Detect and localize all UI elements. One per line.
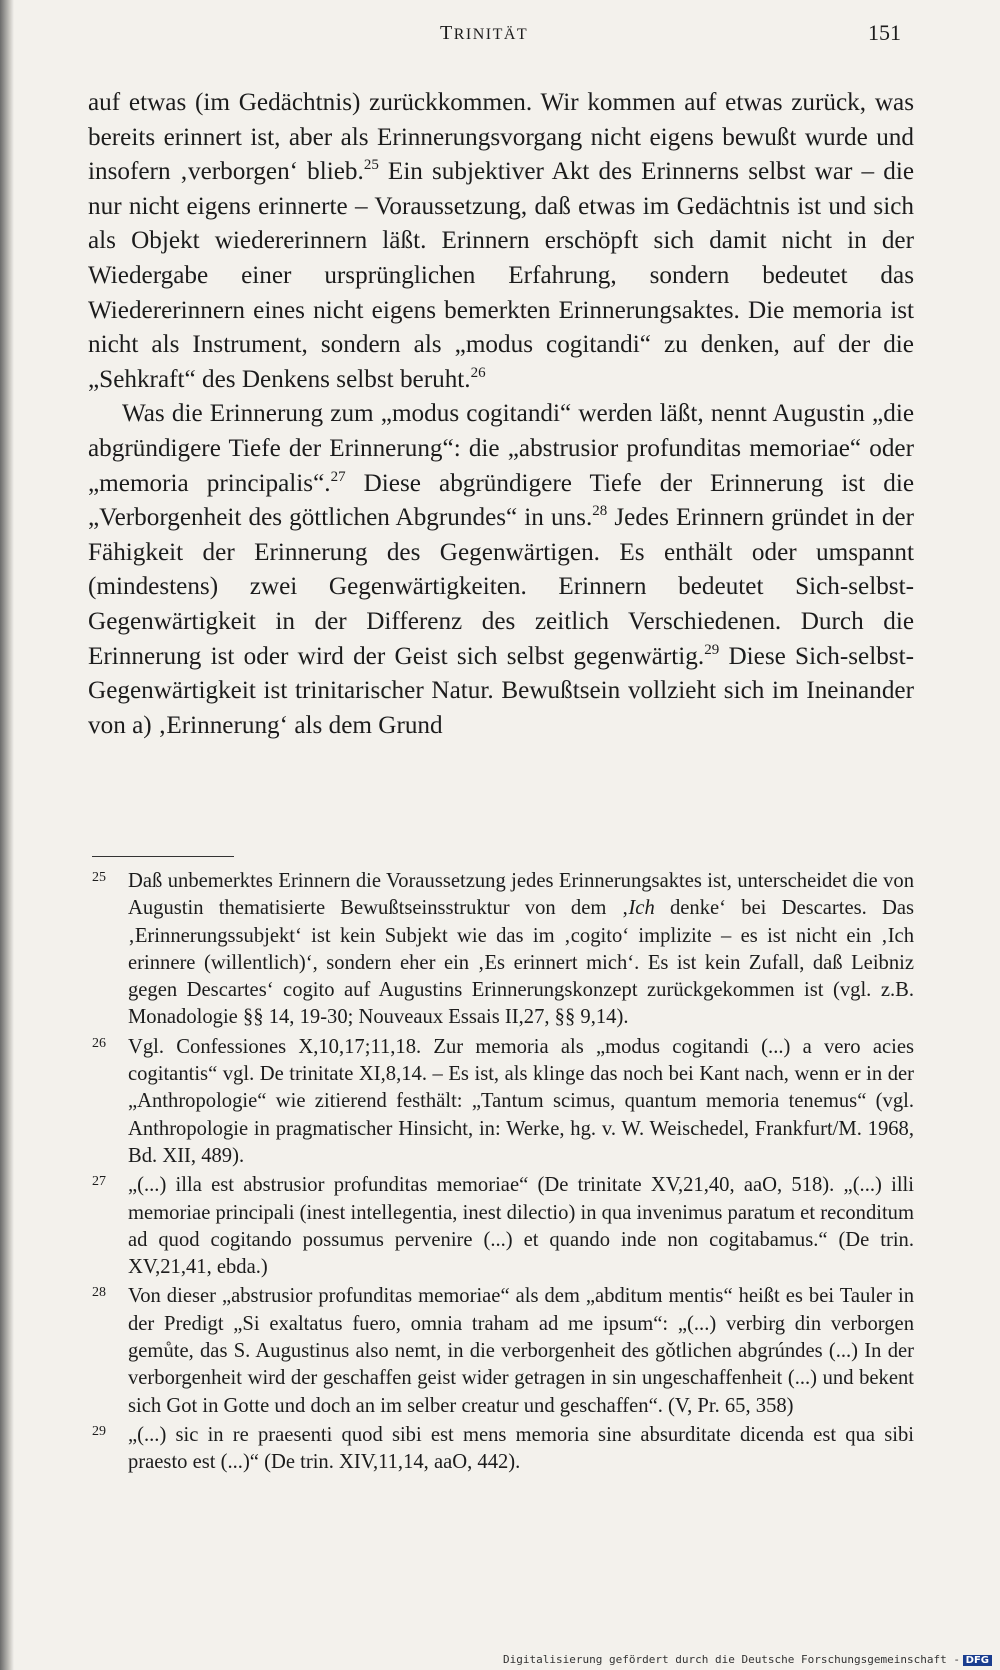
- footnote-number: 29: [92, 1423, 106, 1439]
- paragraph: Was die Erinnerung zum „modus cogitandi“ werden läßt, nennt Augustin „die abgründigere Tiefe der Erinnerung“: die „abstrusior profunditas memoriae“ oder „memoria principalis“.$^{27}$ Diese abgründigere Tiefe der Erinnerung ist die „Verborgenheit des göttlichen Abgrundes“ in uns.$^{28}$ Jedes Erinnern gründet in der Fähigkeit der Erinnerung des Gegenwärtigen. Es enthält oder umspannt (mindestens) zwei Gegenwärtigkeiten. Erinnern bedeutet Sich-selbst-Gegenwärtigkeit in der Differenz des zeitlich Verschiedenen. Durch die Erinnerung ist oder wird der Geist sich selbst gegenwärtig.$^{29}$ Diese Sich-selbst-Gegenwärtigkeit ist trinitarischer Natur. Bewußtsein vollzieht sich im Ineinander von a) ‚Erinnerung‘ als dem Grund: [88, 400, 914, 739]
- digitization-credit: Digitalisierung gefördert durch die Deutsche Forschungsgemeinschaft -: [503, 1653, 960, 1666]
- footnote-ref[interactable]: 29: [704, 641, 720, 658]
- footnotes: [92, 868, 914, 1479]
- main-text: [88, 86, 914, 743]
- footnote: 25 Daß unbemerktes Erinnern die Voraussetzung jedes Erinnerungsaktes ist, unterscheidet die von Augustin thematisierte Bewußtseinsstruktur von dem ‚Ich denke‘ bei Descartes. Das ‚Erinnerungssubjekt‘ ist kein Subjekt wie das im ‚cogito‘ implizite – es ist nicht ein ‚Ich erinnere (willentlich)‘, sondern eher ein ‚Es erinnert mich‘. Es ist kein Zufall, daß Leibniz gegen Descartes‘ cogito auf Augustins Erinnerungskonzept zurückgekommen ist (vgl. z.B. Monadologie §§ 14, 19-30; Nouveaux Essais II,27, §§ 9,14).: [92, 868, 914, 1032]
- footnote-ref[interactable]: 25: [363, 157, 379, 174]
- footnote-ref[interactable]: 27: [330, 468, 346, 485]
- running-title: TRINITÄT: [440, 22, 529, 44]
- footnote-number: 26: [92, 1035, 106, 1051]
- footnote: 26 Vgl. Confessiones X,10,17;11,18. Zur memoria als „modus cogitandi (...) a vero acies cogitantis“ vgl. De trinitate XI,8,14. – Es ist, als klinge das noch bei Kant nach, wenn er in der „Anthropologie“ wie zitierend festhält: „Tantum scimus, quantum memoria tenemus“ (vgl. Anthropologie in pragmatischer Hinsicht, in: Werke, hg. v. W. Weischedel, Frankfurt/M. 1968, Bd. XII, 489).: [92, 1034, 914, 1170]
- footnote-separator: [92, 856, 234, 857]
- footnote-number: 25: [92, 870, 106, 885]
- footnote-ref[interactable]: 28: [592, 503, 608, 520]
- footnote: 29 „(...) sic in re praesenti quod sibi est mens memoria sine absurditate dicenda est qua sibi praesto est (...)“ (De trin. XIV,11,14, aaO, 442).: [92, 1422, 914, 1477]
- page-edge-shadow: [0, 0, 14, 1670]
- footnote-ref[interactable]: 26: [470, 364, 486, 381]
- page-number: 151: [868, 20, 901, 45]
- dfg-logo: DFG: [963, 1655, 992, 1666]
- paragraph: auf etwas (im Gedächtnis) zurückkommen. Wir kommen auf etwas zurück, was bereits erinnert ist, aber als Erinnerungsvorgang nicht eigens bewußt wurde und insofern ‚verborgen‘ blieb.$^{25}$ Ein subjektiver Akt des Erinnerns selbst war – die nur nicht eigens erinnerte – Voraussetzung, daß etwas im Gedächtnis ist und sich als Objekt wiedererinnern läßt. Erinnern erschöpft sich damit nicht in der Wiedergabe einer ursprünglichen Erfahrung, sondern bedeutet das Wiedererinnern eines nicht eigens bemerkten Erinnerungsaktes. Die memoria ist nicht als Instrument, sondern als „modus cogitandi“ zu denken, auf der die „Sehkraft“ des Denkens selbst beruht.$^{26}$: [88, 89, 914, 393]
- footnote: 28 Von dieser „abstrusior profunditas memoriae“ als dem „abditum mentis“ heißt es bei Tauler in der Predigt „Si exaltatus fuero, omnia traham ad me ipsum“: „(...) verbirg din verborgen gemůte, das S. Augustinus also nemt, in die verborgenheit des gǒtlichen abgrúndes (...) In der verborgenheit wird der geschaffen geist wider getragen in sin ungeschaffenheit (...) und bekent sich Got in Gotte und doch an im selber creatur und geschaffen“. (V, Pr. 65, 358): [92, 1283, 914, 1419]
- footnote: 27 „(...) illa est abstrusior profunditas memoriae“ (De trinitate XV,21,40, aaO, 518). „(...) illi memoriae principali (inest intellegentia, inest dilectio) in qua invenimus paratum et reconditum ad quod cogitando possumus pervenire (...) et quando inde non cogitabamus.“ (De trin. XV,21,41, ebda.): [92, 1172, 914, 1281]
- footnote-number: 28: [92, 1285, 106, 1301]
- footnote-number: 27: [92, 1174, 106, 1190]
